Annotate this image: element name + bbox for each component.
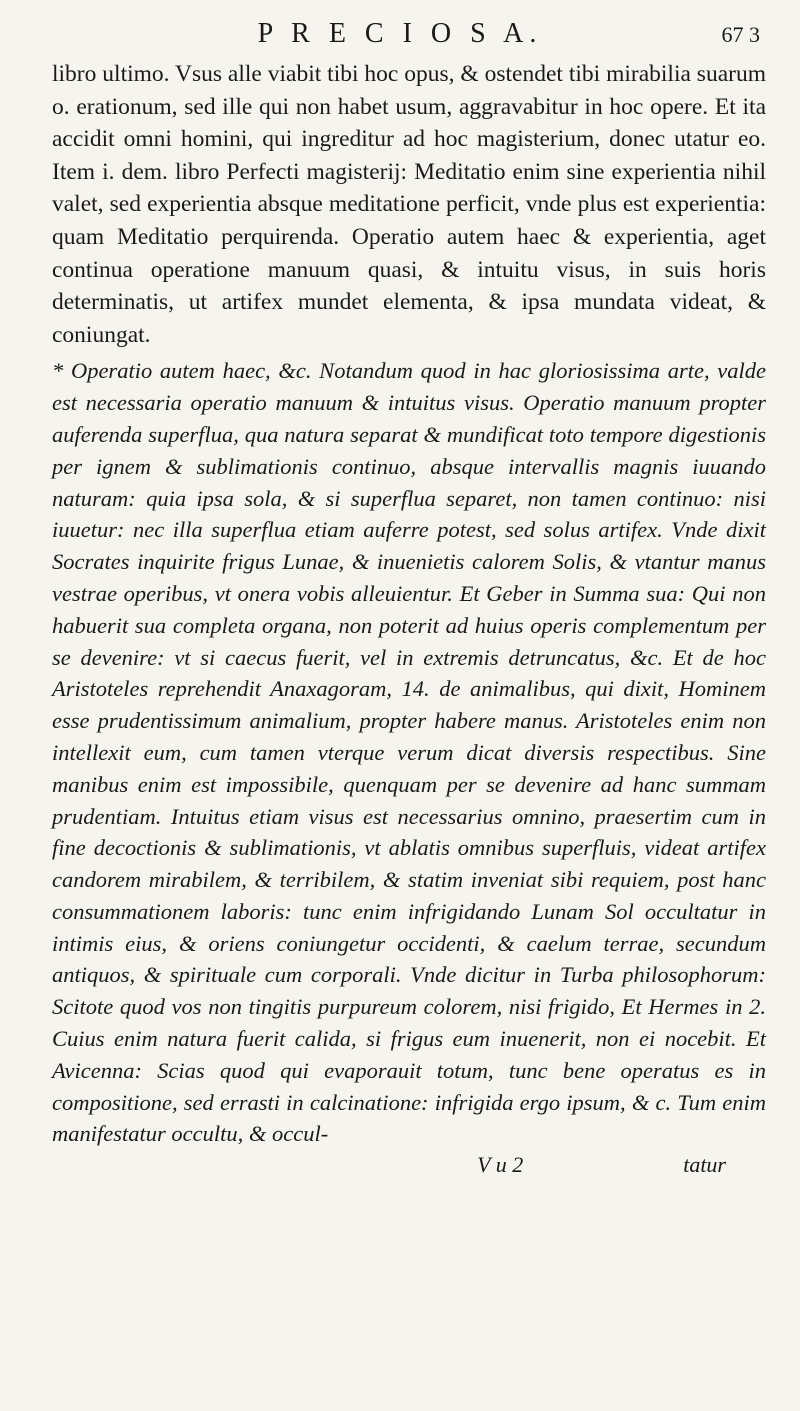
page-footer <box>52 1152 766 1178</box>
catchword: tatur <box>683 1152 726 1178</box>
main-text <box>52 58 766 351</box>
paragraph-2: * Operatio autem haec, &c. Notandum quod in hac gloriosissima arte, valde est necessaria operatio manuum & intuitus visus. Operatio manuum propter auferenda superflua, qua natura separat & mundificat toto tempore digestionis per ignem & sublimationis continuo, absque intervallis magnis iuuando naturam: quia ipsa sola, & si superflua separet, non tamen continuo: nisi iuuetur: nec illa superflua etiam auferre potest, sed solus artifex. Vnde dixit Socrates inquirite frigus Lunae, & inuenietis calorem Solis, & vtantur manus vestrae operibus, vt onera vobis alleuientur. Et Geber in Summa sua: Qui non habuerit sua completa organa, non poterit ad huius operis complementum per se devenire: vt si caecus fuerit, vel in extremis detruncatus, &c. Et de hoc Aristoteles reprehendit Anaxagoram, 14. de animalibus, qui dixit, Hominem esse prudentissimum animalium, propter habere manus. Aristoteles enim non intellexit eum, cum tamen vterque verum dicat diversis respectibus. Sine manibus enim est impossibile, quenquam per se devenire ad hanc summam prudentiam. Intuitus etiam visus est necessarius omnino, praesertim cum in fine decoctionis & sublimationis, vt ablatis omnibus superfluis, videat artifex candorem mirabilem, & terribilem, & statim inveniat sibi requiem, post hanc consummationem laboris: tunc enim infrigidando Lunam Sol occultatur in intimis eius, & oriens coniungetur occidenti, & caelum terrae, secundum antiquos, & spirituale cum corporali. Vnde dicitur in Turba philosophorum: Scitote quod vos non tingitis purpureum colorem, nisi frigido, Et Hermes in 2. Cuius enim natura fuerit calida, si frigus eum inuenerit, non ei nocebit. Et Avicenna: Scias quod qui evaporauit totum, tunc bene operatus es in compositione, sed errasti in calcinatione: infrigida ergo ipsum, & c. Tum enim manifestatur occultu, & occul- <box>52 358 766 1147</box>
page-number: 67 3 <box>721 22 760 47</box>
signature-mark: V u 2 <box>477 1152 524 1178</box>
commentary-text <box>52 355 766 1150</box>
paragraph-1: libro ultimo. Vsus alle viabit tibi hoc opus, & ostendet tibi mirabilia suarum o. erationum, sed ille qui non habet usum, aggravabitur in hoc opere. Et ita accidit omni homini, qui ingreditur ad hoc magisterium, donec utatur eo. Item i. dem. libro Perfecti magisterij: Meditatio enim sine experientia nihil valet, sed experientia absque meditatione perficit, vnde plus est experientia: quam Meditatio perquirenda. Operatio autem haec & experientia, aget continua operatione manuum quasi, & intuitu visus, in suis horis determinatis, ut artifex mundet elementa, & ipsa mundata videat, & coniungat. <box>52 61 766 348</box>
running-title: P R E C I O S A. <box>257 18 543 49</box>
